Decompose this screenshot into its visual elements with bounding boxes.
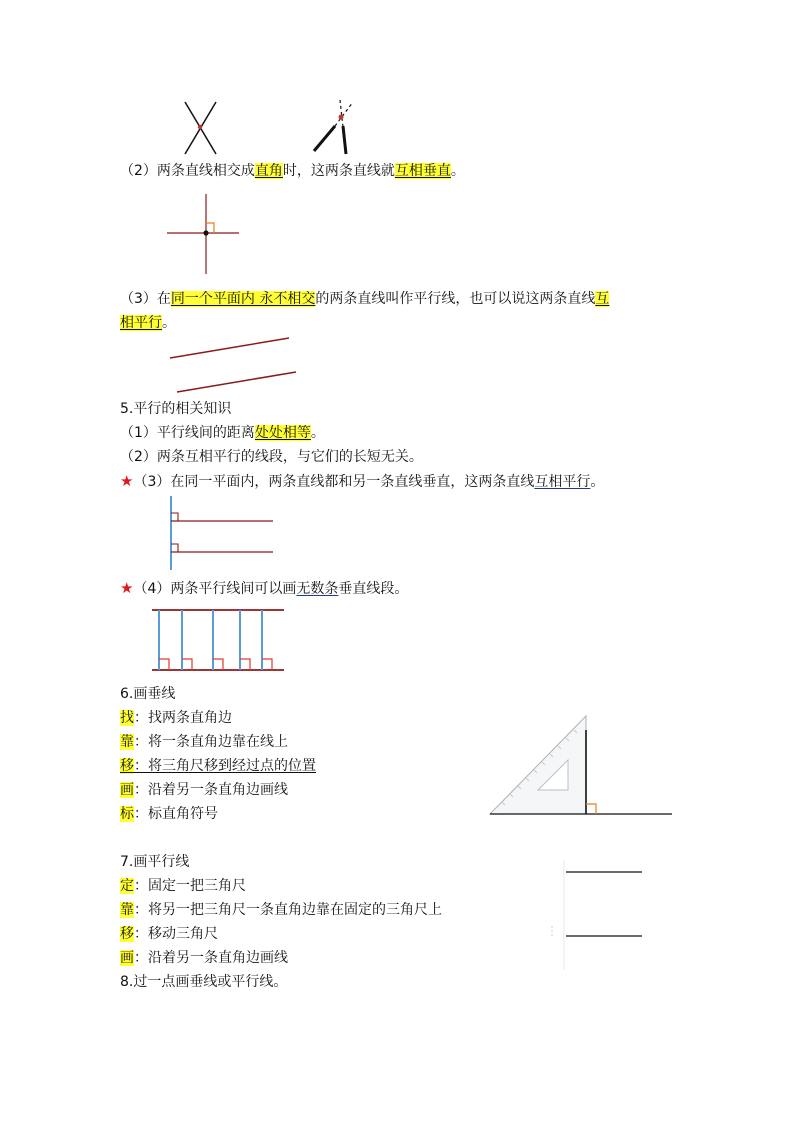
section-7-title: 7.画平行线 <box>120 854 190 870</box>
highlight-mutually-perpendicular: 互相垂直 <box>394 163 451 179</box>
item-5-4: ★（4）两条平行线间可以画无数条垂直线段。 <box>120 579 409 597</box>
item-5-2: （2）两条互相平行的线段，与它们的长短无关。 <box>120 449 423 465</box>
item-parallel-definition-cont: 相平行。 <box>120 315 176 331</box>
s6-step-4: 画：沿着另一条直角边画线 <box>120 782 288 798</box>
double-perpendicular-figure <box>166 494 278 572</box>
highlight-everywhere-equal: 处处相等 <box>254 425 311 441</box>
highlight-same-plane: 同一个平面内 永不相交 <box>170 291 316 307</box>
s6-step-2: 靠：将一条直角边靠在线上 <box>120 734 288 750</box>
s6-step-1: 找：找两条直角边 <box>120 710 232 726</box>
s7-step-2: 靠：将另一把三角尺一条直角边靠在固定的三角尺上 <box>120 902 442 918</box>
s6-step-5: 标：标直角符号 <box>120 806 218 822</box>
star-icon: ★ <box>120 579 134 597</box>
highlight-right-angle: 直角 <box>254 163 283 179</box>
section-5-title: 5.平行的相关知识 <box>120 401 232 417</box>
highlight-mutually-parallel: 相平行 <box>120 315 162 331</box>
intersecting-lines-figure <box>180 96 370 160</box>
item-5-1: （1）平行线间的距离处处相等。 <box>120 425 325 441</box>
perpendicular-figure <box>166 192 244 276</box>
item-parallel-definition: （3）在同一个平面内 永不相交的两条直线叫作平行线，也可以说这两条直线互 <box>120 291 610 307</box>
section-6-title: 6.画垂线 <box>120 686 176 702</box>
underline-mutually-parallel: 互相平行 <box>534 474 591 490</box>
s7-step-4: 画：沿着另一条直角边画线 <box>120 950 288 966</box>
section-8-title: 8.过一点画垂线或平行线。 <box>120 974 288 990</box>
s7-step-3: 移：移动三角尺 <box>120 926 218 942</box>
many-segments-figure <box>150 604 288 676</box>
parallel-lines-figure <box>168 334 300 396</box>
parallel-drawing-figure <box>548 856 648 974</box>
s7-step-1: 定：固定一把三角尺 <box>120 878 246 894</box>
item-perpendicular: （2）两条直线相交成直角时，这两条直线就互相垂直。 <box>120 163 465 179</box>
set-square-perpendicular-figure <box>488 712 674 818</box>
item-5-3: ★（3）在同一平面内，两条直线都和另一条直线垂直，这两条直线互相平行。 <box>120 472 605 490</box>
s6-step-3: 移：将三角尺移到经过点的位置 <box>120 758 316 774</box>
underline-infinite: 无数条 <box>296 581 339 597</box>
star-icon: ★ <box>120 472 134 490</box>
